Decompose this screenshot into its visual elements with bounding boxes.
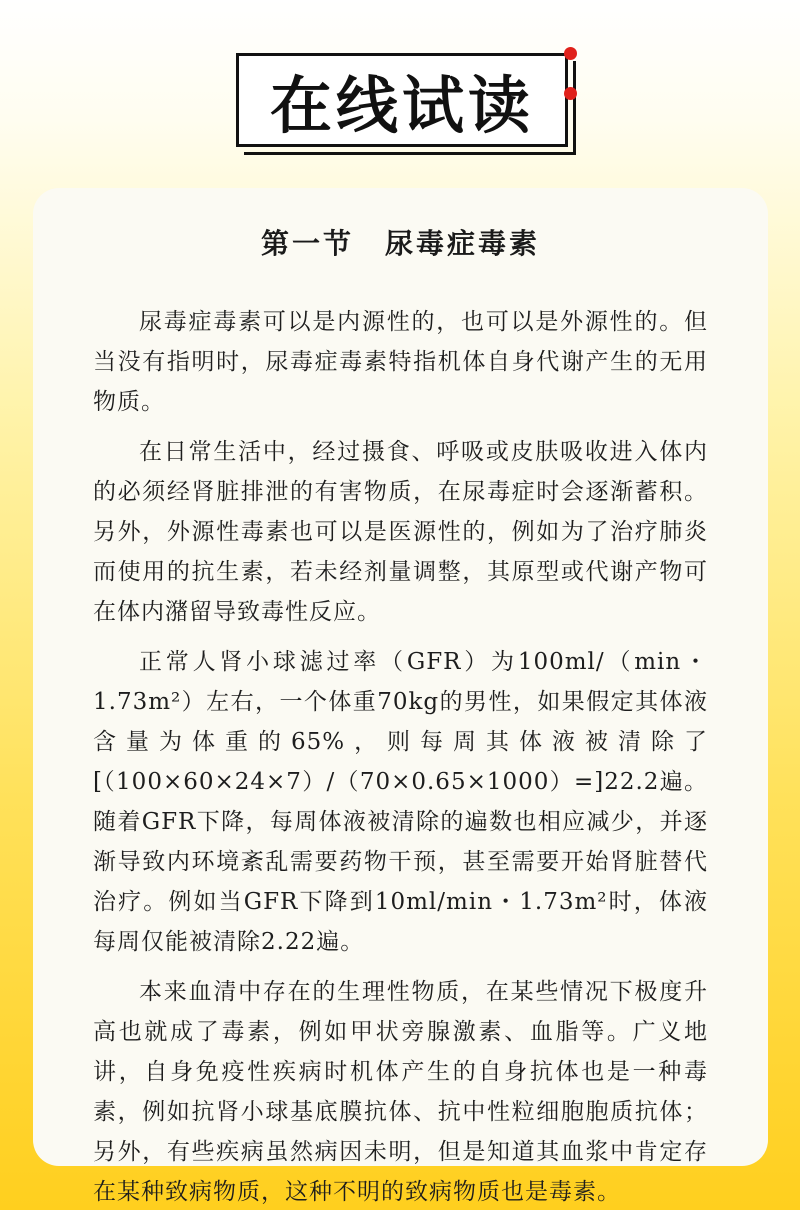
paragraph: 尿毒症毒素可以是内源性的，也可以是外源性的。但当没有指明时，尿毒症毒素特指机体自身代谢产生的无用物质。 bbox=[93, 309, 708, 415]
red-dot-icon bbox=[564, 87, 577, 100]
paragraph: 本来血清中存在的生理性物质，在某些情况下极度升高也就成了毒素，例如甲状旁腺激素、血脂等。广义地讲，自身免疫性疾病时机体产生的自身抗体也是一种毒素，例如抗肾小球基底膜抗体、抗中性粒细胞胞质抗体；另外，有些疾病虽然病因未明，但是知道其血浆中肯定存在某种致病物质，这种不明的致病物质也是毒素。 bbox=[93, 979, 708, 1205]
paragraph: 在日常生活中，经过摄食、呼吸或皮肤吸收进入体内的必须经肾脏排泄的有害物质，在尿毒症时会逐渐蓄积。另外，外源性毒素也可以是医源性的，例如为了治疗肺炎而使用的抗生素，若未经剂量调整，其原型或代谢产物可在体内潴留导致毒性反应。 bbox=[93, 439, 708, 625]
section-title: 第一节 尿毒症毒素 bbox=[260, 227, 540, 260]
preview-banner bbox=[236, 47, 576, 155]
banner-title: 在线试读 bbox=[269, 68, 534, 142]
red-dot-icon bbox=[564, 47, 577, 60]
book-page-card bbox=[33, 188, 768, 1205]
paragraph: 正常人肾小球滤过率（GFR）为100ml/（min・1.73m²）左右，一个体重70kg的男性，如果假定其体液含量为体重的65%，则每周其体液被清除了[（100×60×24×7）/（70×0.65×1000）=]22.2遍。随着GFR下降，每周体液被清除的遍数也相应减少，并逐渐导致内环境紊乱需要药物干预，甚至需要开始肾脏替代治疗。例如当GFR下降到10ml/min・1.73m²时，体液每周仅能被清除2.22遍。 bbox=[93, 649, 708, 955]
